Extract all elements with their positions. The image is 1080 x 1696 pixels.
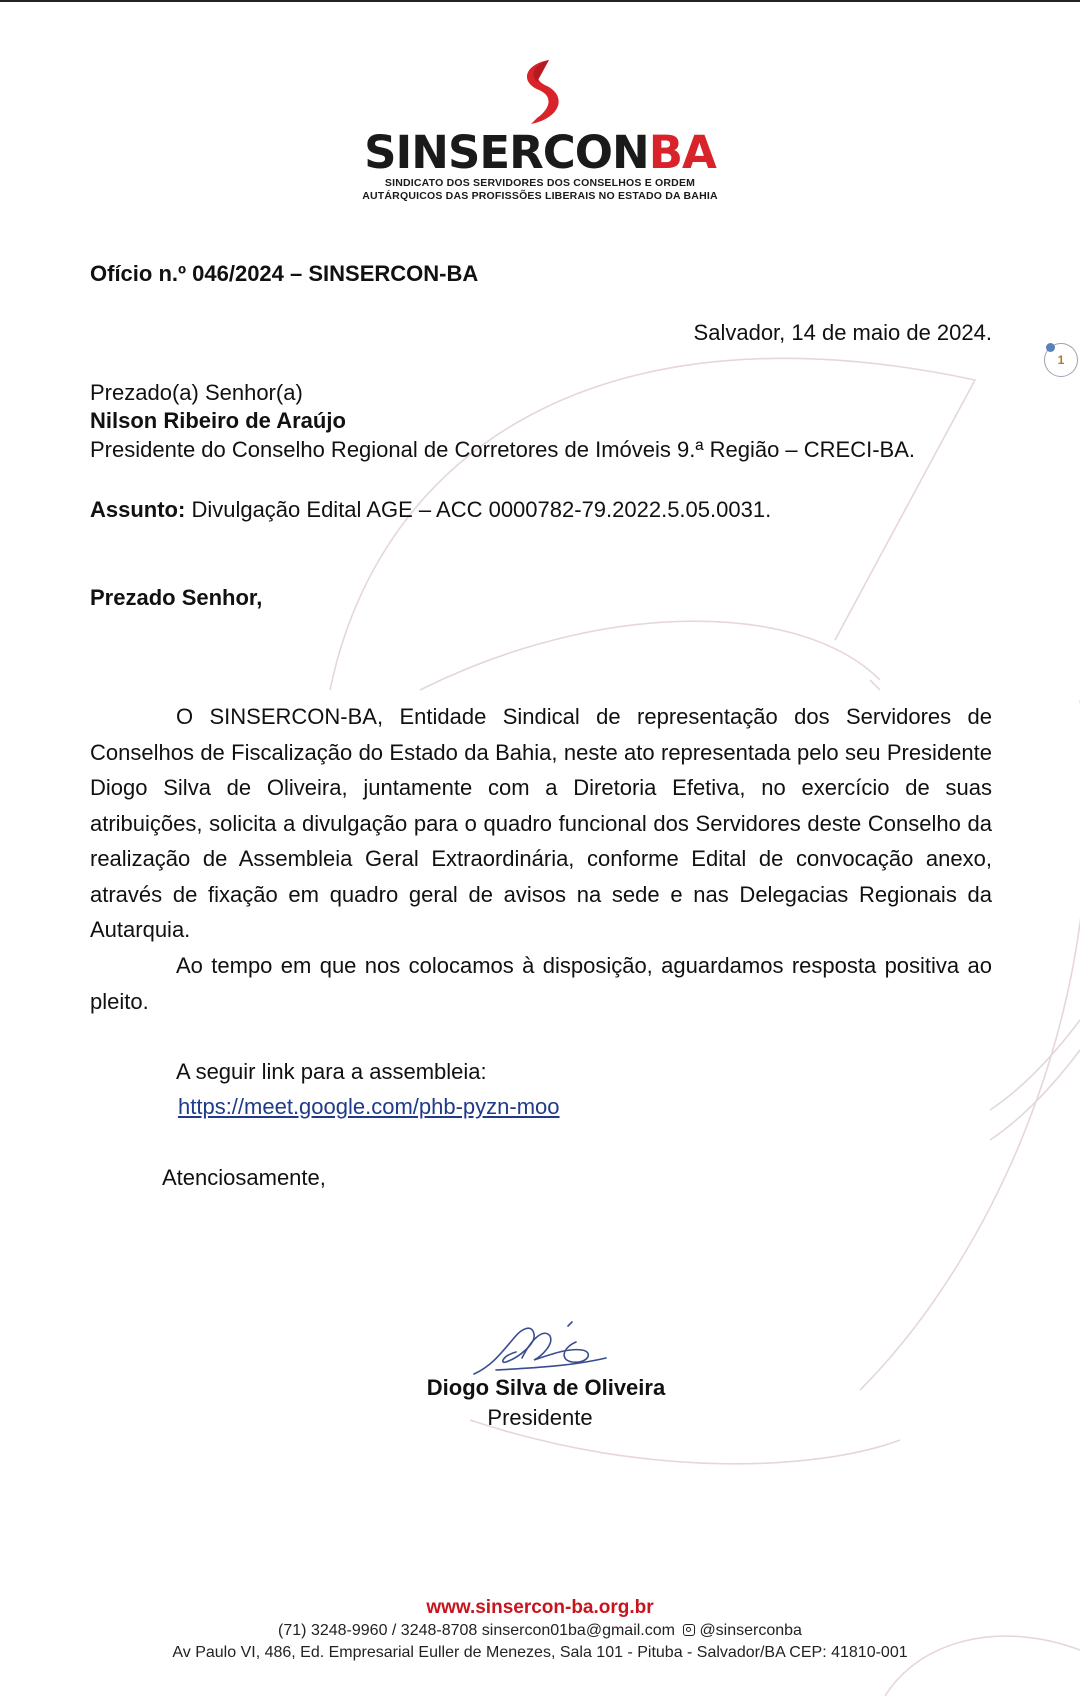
- body-paragraph-2: Ao tempo em que nos colocamos à disposição, aguardamos resposta positiva ao pleito.: [90, 953, 992, 1014]
- footer-phones-email: (71) 3248-9960 / 3248-8708 sinsercon01ba@gmail.com: [278, 1622, 675, 1639]
- footer-contact: [0, 1621, 1080, 1641]
- logo-subtitle-line-2: AUTÁRQUICOS DAS PROFISSÕES LIBERAIS NO ESTADO DA BAHIA: [362, 190, 718, 202]
- subject-label: Assunto:: [90, 497, 186, 522]
- footer-website[interactable]: www.sinsercon-ba.org.br: [426, 1597, 654, 1618]
- signer-role: Presidente: [487, 1405, 593, 1430]
- footer-instagram: @sinserconba: [699, 1622, 802, 1639]
- logo-subtitle-line-1: SINDICATO DOS SERVIDORES DOS CONSELHOS E ORDEM: [384, 177, 696, 189]
- meeting-link[interactable]: https://meet.google.com/phb-pyzn-moo: [178, 1094, 560, 1119]
- logo-wordmark: SINSERCONBA: [364, 126, 716, 179]
- logo-subtitle: [0, 177, 1080, 203]
- subject-text: Divulgação Edital AGE – ACC 0000782-79.2022.5.05.0031.: [185, 497, 772, 522]
- signer-name: Diogo Silva de Oliveira: [426, 1375, 666, 1400]
- greeting: Prezado Senhor,: [90, 585, 263, 610]
- closing: Atenciosamente,: [162, 1165, 326, 1190]
- place-date: Salvador, 14 de maio de 2024.: [693, 320, 992, 345]
- page-badge-dot: [1046, 343, 1055, 352]
- link-intro: A seguir link para a assembleia:: [176, 1059, 487, 1084]
- body-paragraph-1: O SINSERCON-BA, Entidade Sindical de representação dos Servidores de Conselhos de Fiscalização do Estado da Bahia, neste ato representada pelo seu Presidente Diogo Silva de Oliveira, juntamente com a Diretoria Efetiva, no exercício de suas atribuições, solicita a divulgação para o quadro funcional dos Servidores deste Conselho da realização de Assembleia Geral Extraordinária, conforme Edital de convocação anexo, através de fixação em quadro geral de avisos na sede e nas Delegacias Regionais da Autarquia.: [90, 704, 992, 942]
- letter-reference: Ofício n.º 046/2024 – SINSERCON-BA: [90, 261, 479, 286]
- recipient-name: Nilson Ribeiro de Araújo: [90, 408, 346, 433]
- recipient-role: Presidente do Conselho Regional de Corretores de Imóveis 9.ª Região – CRECI-BA.: [90, 437, 916, 462]
- salutation-line: Prezado(a) Senhor(a): [90, 380, 303, 405]
- footer-address: Av Paulo VI, 486, Ed. Empresarial Euller de Menezes, Sala 101 - Pituba - Salvador/BA CEP: 41810-001: [172, 1644, 908, 1661]
- page-number-badge: 1: [1044, 343, 1078, 377]
- instagram-icon: [683, 1624, 695, 1636]
- subject-line: [90, 492, 771, 527]
- logo-emblem-icon: [515, 58, 565, 126]
- organization-logo: [0, 58, 1080, 203]
